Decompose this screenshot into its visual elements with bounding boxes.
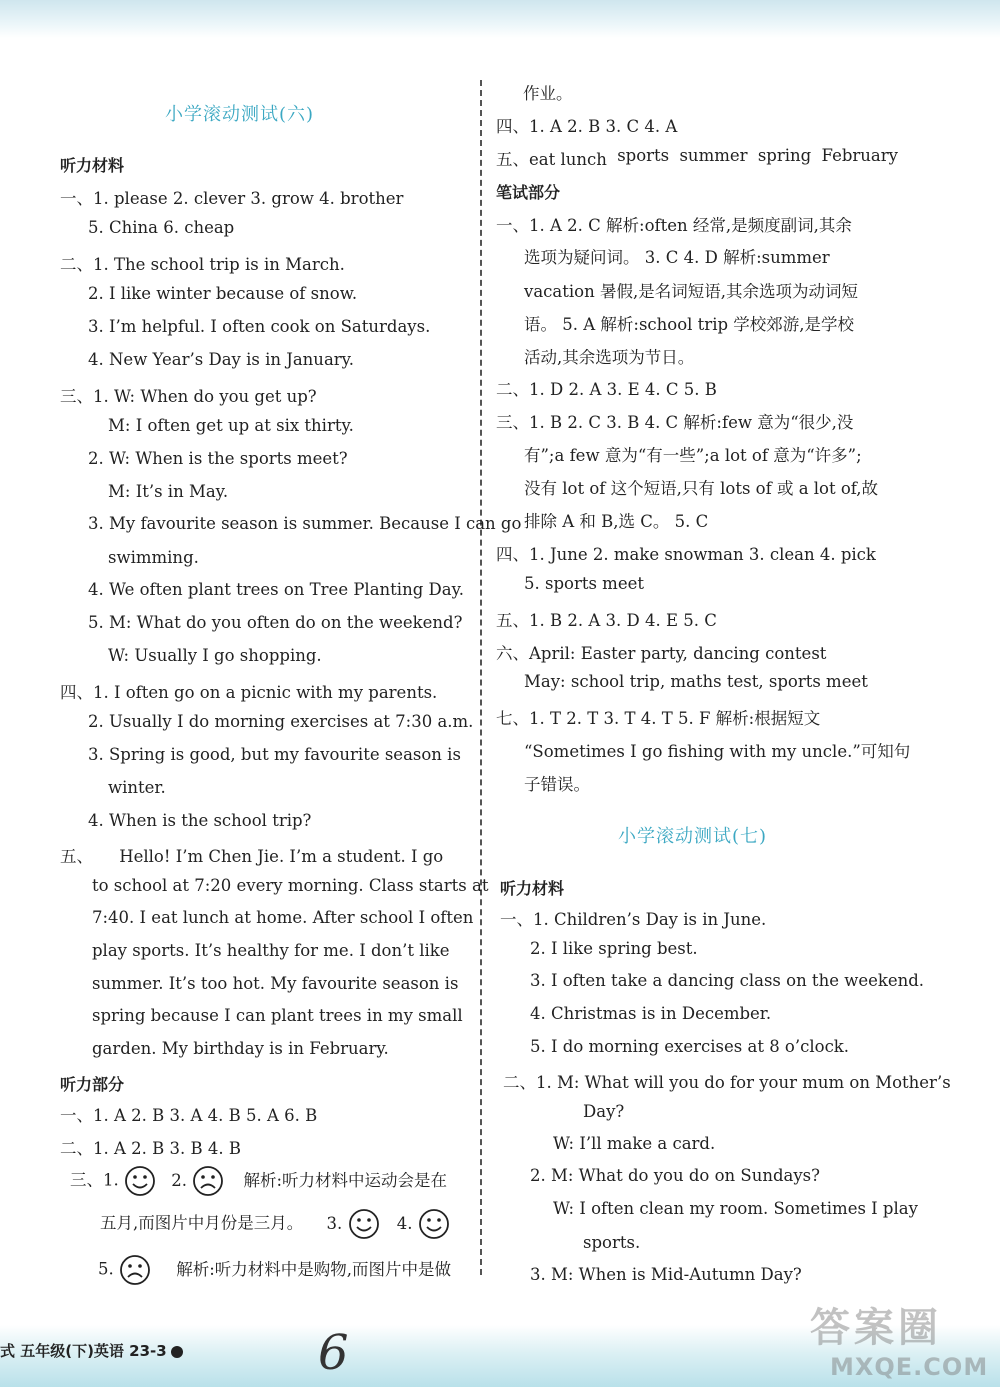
text-line: February: [821, 146, 898, 165]
answer-row: [100, 1208, 450, 1240]
text-line: 三、1.: [70, 1170, 119, 1190]
text-line: garden. My birthday is in February.: [92, 1039, 389, 1058]
text-line: 2. M: What do you do on Sundays?: [530, 1166, 820, 1185]
text-line: M: It’s in May.: [108, 482, 229, 501]
footer-text: 式 五年级(下)英语 23-3: [0, 1342, 167, 1360]
text-line: 4. New Year’s Day is in January.: [88, 350, 355, 369]
text-line: 7:40. I eat lunch at home. After school I often: [92, 908, 474, 927]
text-line: 作业。: [523, 84, 573, 103]
text-line: 4. We often plant trees on Tree Planting Day.: [88, 580, 464, 599]
text-line: 四、1. I often go on a picnic with my parents.: [60, 683, 438, 702]
text-line: M: I often get up at six thirty.: [108, 416, 354, 435]
text-line: 2. I like winter because of snow.: [88, 284, 358, 303]
section-title-test-7: 小学滚动测试(七): [618, 826, 768, 847]
text-line: W: Usually I go shopping.: [108, 646, 322, 665]
page-footer: [0, 1340, 183, 1361]
top-decorative-band: [0, 0, 1000, 38]
text-line: swimming.: [108, 548, 199, 567]
section-title-test-6: 小学滚动测试(六): [165, 104, 315, 125]
text-line: 3. I often take a dancing class on the weekend.: [530, 971, 925, 990]
sad-face-icon: [192, 1165, 224, 1197]
text-line: May: school trip, maths test, sports meet: [524, 672, 868, 691]
smiley-face-icon: [124, 1165, 156, 1197]
text-line: 4. When is the school trip?: [88, 811, 312, 830]
text-line: 四、1. June 2. make snowman 3. clean 4. pick: [496, 545, 876, 564]
text-line: sports.: [583, 1233, 641, 1252]
watermark-url: MXQE.COM: [830, 1353, 989, 1381]
text-line: 一、1. Children’s Day is in June.: [500, 910, 767, 929]
text-line: 5.: [98, 1259, 114, 1279]
text-line: 语。 5. A 解析:school trip 学校郊游,是学校: [524, 315, 855, 334]
smiley-face-icon: [418, 1208, 450, 1240]
text-line: 五月,而图片中月份是三月。: [100, 1213, 304, 1233]
text-line: 有”;a few 意为“有一些”;a lot of 意为“许多”;: [524, 446, 862, 465]
text-line: Day?: [583, 1102, 625, 1121]
text-line: 七、1. T 2. T 3. T 4. T 5. F 解析:根据短文: [496, 709, 821, 728]
column-divider: [480, 80, 482, 1275]
text-line: 子错误。: [524, 775, 590, 794]
text-line: 一、1. please 2. clever 3. grow 4. brother: [60, 189, 404, 208]
text-line: 3. M: When is Mid-Autumn Day?: [530, 1265, 802, 1284]
text-line: 三、1. W: When do you get up?: [60, 387, 317, 406]
text-line: 选项为疑问词。 3. C 4. D 解析:summer: [524, 248, 830, 267]
answer-row: [496, 146, 898, 170]
text-line: 六、April: Easter party, dancing contest: [496, 644, 827, 663]
text-line: 五、 Hello! I’m Chen Jie. I’m a student. I go: [60, 847, 444, 866]
text-line: 一、1. A 2. C 解析:often 经常,是频度副词,其余: [496, 216, 852, 235]
heading-listening-material: 听力材料: [60, 156, 125, 175]
text-line: 一、1. A 2. B 3. A 4. B 5. A 6. B: [60, 1106, 318, 1125]
text-line: 解析:听力材料中是购物,而图片中是做: [176, 1259, 452, 1279]
watermark-logo-text: 答案圈: [810, 1305, 942, 1351]
text-line: play sports. It’s healthy for me. I don’t like: [92, 941, 450, 960]
text-line: 2.: [171, 1170, 187, 1190]
text-line: 5. I do morning exercises at 8 o’clock.: [530, 1037, 850, 1056]
text-line: 活动,其余选项为节日。: [524, 348, 695, 367]
text-line: summer. It’s too hot. My favourite season is: [92, 974, 459, 993]
text-line: “Sometimes I go fishing with my uncle.”可知句: [524, 742, 911, 761]
watermark: [810, 1296, 988, 1381]
text-line: 二、1. M: What will you do for your mum on Mother’s: [503, 1073, 951, 1092]
text-line: 二、1. D 2. A 3. E 4. C 5. B: [496, 380, 717, 399]
handwritten-page-number: 6: [318, 1325, 349, 1381]
text-line: 3.: [326, 1213, 343, 1233]
text-line: 3. I’m helpful. I often cook on Saturdays.: [88, 317, 431, 336]
text-line: 4. Christmas is in December.: [530, 1004, 772, 1023]
text-line: 五、1. B 2. A 3. D 4. E 5. C: [496, 611, 717, 630]
text-line: 四、1. A 2. B 3. C 4. A: [496, 117, 678, 136]
text-line: 二、1. The school trip is in March.: [60, 255, 345, 274]
text-line: 没有 lot of 这个短语,只有 lots of 或 a lot of,故: [524, 479, 879, 498]
text-line: W: I often clean my room. Sometimes I play: [553, 1199, 918, 1218]
bullet-dot-icon: [171, 1346, 183, 1358]
text-line: 3. My favourite season is summer. Because I can go: [88, 514, 522, 533]
text-line: 2. Usually I do morning exercises at 7:30 a.m.: [88, 712, 474, 731]
text-line: summer: [679, 146, 748, 165]
text-line: spring: [757, 146, 812, 165]
text-line: 二、1. A 2. B 3. B 4. B: [60, 1139, 241, 1158]
text-line: 3. Spring is good, but my favourite season is: [88, 745, 461, 764]
text-line: 5. China 6. cheap: [88, 218, 235, 237]
text-line: 4.: [396, 1213, 413, 1233]
answer-row: [70, 1165, 447, 1197]
text-line: winter.: [108, 778, 166, 797]
text-line: W: I’ll make a card.: [553, 1134, 716, 1153]
sad-face-icon: [119, 1254, 151, 1286]
heading-listening-material: 听力材料: [500, 879, 565, 898]
heading-listening-part: 听力部分: [60, 1075, 125, 1094]
text-line: 2. I like spring best.: [530, 939, 698, 958]
heading-written-part: 笔试部分: [496, 183, 561, 202]
text-line: 三、1. B 2. C 3. B 4. C 解析:few 意为“很少,没: [496, 413, 854, 432]
text-line: sports: [617, 146, 670, 165]
text-line: to school at 7:20 every morning. Class starts at: [92, 876, 489, 895]
text-line: 排除 A 和 B,选 C。 5. C: [524, 512, 709, 531]
text-line: spring because I can plant trees in my small: [92, 1006, 463, 1025]
text-line: 五、eat lunch: [496, 150, 607, 169]
text-line: vacation 暑假,是名词短语,其余选项为动词短: [524, 282, 858, 301]
text-line: 2. W: When is the sports meet?: [88, 449, 348, 468]
text-line: 5. M: What do you often do on the weekend?: [88, 613, 463, 632]
text-line: 5. sports meet: [524, 574, 644, 593]
answer-row: [98, 1254, 451, 1286]
smiley-face-icon: [348, 1208, 380, 1240]
text-line: 解析:听力材料中运动会是在: [243, 1170, 448, 1190]
